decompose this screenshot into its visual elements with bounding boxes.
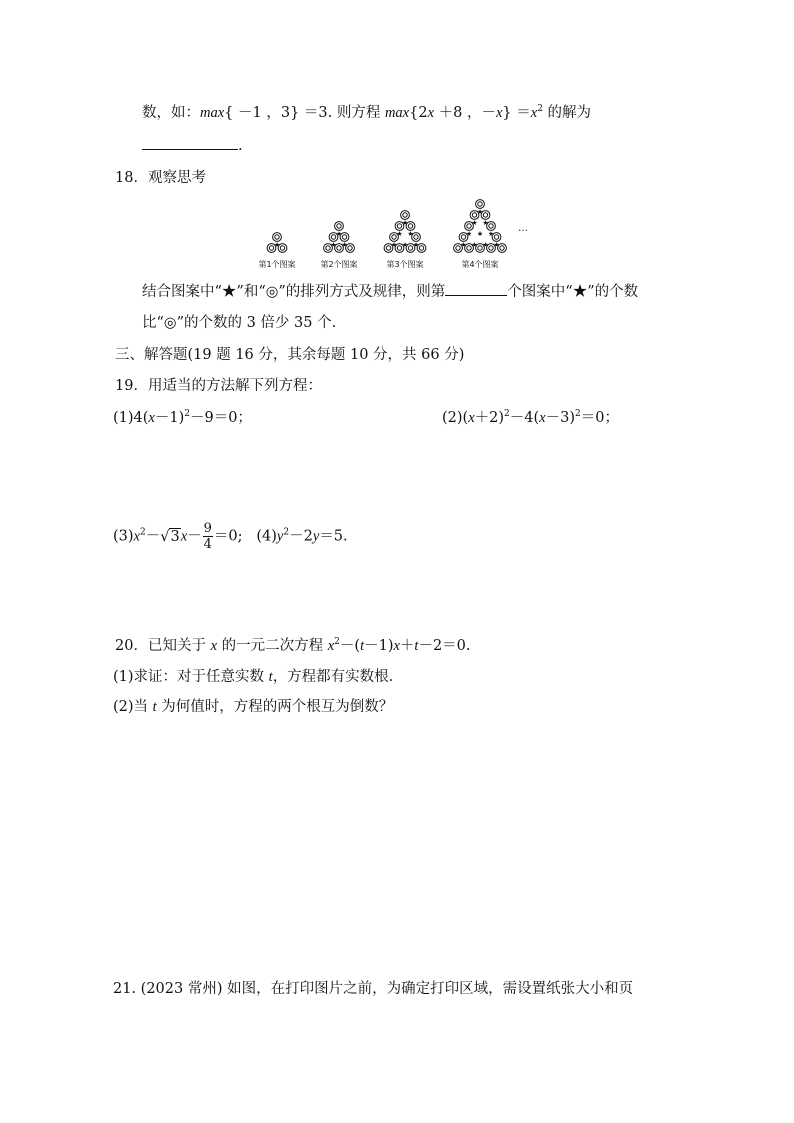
star-mark: ★ bbox=[330, 241, 337, 249]
star-mark: ★ bbox=[341, 241, 348, 249]
q17-text: 数，如： bbox=[142, 105, 200, 121]
star-mark: ★ bbox=[471, 241, 478, 249]
q18-line1 bbox=[142, 280, 638, 301]
eq-text: －1) bbox=[154, 410, 185, 426]
star-mark: ★ bbox=[401, 241, 409, 249]
ring-mark-inner bbox=[403, 213, 407, 217]
ring-mark-inner bbox=[489, 224, 493, 228]
var-x: x bbox=[327, 638, 335, 654]
q18-text: 结合图案中“★”和“◎”的排列方式及规律，则第 bbox=[142, 284, 446, 300]
q17-text: {2 bbox=[409, 105, 428, 121]
eq-text: (4) bbox=[256, 528, 277, 545]
eq-text: － bbox=[145, 528, 161, 545]
q17-text: } ＝ bbox=[502, 105, 531, 121]
var-x: x bbox=[530, 105, 538, 121]
q17-line bbox=[142, 101, 591, 122]
q21-stem: 21. (2023 常州) 如图，在打印图片之前，为确定打印区域，需设置纸张大小和页 bbox=[113, 981, 634, 997]
q20-text: ，方程都有实数根. bbox=[272, 669, 394, 685]
q19-part1 bbox=[113, 406, 252, 427]
period: . bbox=[238, 138, 243, 154]
star-mark: ★ bbox=[487, 230, 495, 238]
star-mark: ★ bbox=[482, 241, 489, 249]
star-mark: ★ bbox=[273, 241, 281, 249]
var-x: x bbox=[495, 105, 503, 121]
star-mark: ★ bbox=[396, 230, 403, 238]
ring-mark-inner bbox=[419, 246, 423, 250]
pattern-figure bbox=[255, 187, 535, 272]
denominator: 4 bbox=[203, 537, 212, 552]
var-y: y bbox=[312, 528, 320, 545]
section-title: 三、解答题(19 题 16 分，其余每题 10 分，共 66 分) bbox=[115, 347, 465, 363]
var-x: x bbox=[133, 528, 140, 545]
ring-mark-inner bbox=[348, 246, 352, 250]
ellipsis: … bbox=[518, 223, 528, 234]
q18-line2: 比“◎”的个数的 3 倍少 35 个. bbox=[142, 315, 337, 331]
var-t: t bbox=[414, 638, 419, 654]
exponent: 2 bbox=[184, 409, 190, 420]
exponent: 2 bbox=[334, 637, 340, 648]
ring-mark-inner bbox=[280, 246, 284, 250]
eq-text: － bbox=[187, 528, 202, 545]
exponent: 2 bbox=[504, 409, 510, 420]
eq-text: (1)4( bbox=[113, 410, 149, 426]
star-mark: ★ bbox=[471, 219, 478, 227]
var-x: x bbox=[210, 638, 217, 654]
star-mark: ★ bbox=[335, 230, 343, 238]
ring-mark-inner bbox=[342, 235, 346, 239]
ring-mark-inner bbox=[483, 213, 487, 217]
var-x: x bbox=[427, 105, 435, 121]
q17-text: 的解为 bbox=[542, 105, 592, 121]
q17-text: { －1 ，3} ＝3. 则方程 bbox=[224, 105, 385, 121]
ring-mark-inner bbox=[275, 235, 279, 239]
q20-text: (1)求证：对于任意实数 bbox=[113, 669, 269, 685]
star-mark: ★ bbox=[412, 241, 420, 249]
answer-blank[interactable] bbox=[445, 281, 507, 296]
star-mark: ★ bbox=[482, 219, 489, 227]
star-mark: ★ bbox=[401, 219, 409, 227]
q19-title: 19．用适当的方法解下列方程： bbox=[115, 378, 322, 394]
eq-text: ＋2) bbox=[474, 410, 505, 426]
var-x: x bbox=[539, 410, 546, 426]
q20-text: －( bbox=[339, 638, 361, 654]
eq-text: －3) bbox=[545, 410, 575, 426]
var-x: x bbox=[180, 528, 188, 545]
exponent: 2 bbox=[574, 409, 581, 420]
eq-text: ＝0; bbox=[213, 528, 243, 545]
q20-text: －2＝0. bbox=[418, 638, 471, 654]
figure-caption: 第2个图案 bbox=[320, 260, 358, 269]
q20-text: －1) bbox=[364, 638, 394, 654]
var-y: y bbox=[276, 528, 284, 545]
figure-caption: 第4个图案 bbox=[461, 260, 499, 269]
var-x: x bbox=[148, 410, 155, 426]
exponent: 2 bbox=[537, 104, 543, 115]
q19-part2 bbox=[442, 406, 619, 427]
sqrt: √3 bbox=[160, 528, 180, 545]
q17-text: ＋8 ，－ bbox=[434, 105, 496, 121]
q17-answer-line bbox=[142, 135, 243, 154]
exponent: 2 bbox=[283, 527, 290, 538]
radicand: 3 bbox=[170, 528, 180, 545]
max-func: max bbox=[200, 105, 225, 121]
star-mark: ★ bbox=[465, 230, 473, 238]
q20-part2 bbox=[113, 695, 393, 716]
ring-mark-inner bbox=[500, 246, 504, 250]
star-mark: ★ bbox=[390, 241, 398, 249]
var-t: t bbox=[152, 699, 157, 715]
q19-part3-4 bbox=[113, 522, 348, 551]
var-t: t bbox=[360, 638, 365, 654]
q20-text: 的一元二次方程 bbox=[217, 638, 328, 654]
numerator: 9 bbox=[203, 521, 212, 536]
eq-text: －4( bbox=[509, 410, 540, 426]
ring-mark-inner bbox=[408, 224, 412, 228]
ring-mark-inner bbox=[414, 235, 418, 239]
star-mark: ★ bbox=[407, 230, 414, 238]
exponent: 2 bbox=[139, 527, 146, 538]
q20-part1 bbox=[113, 665, 393, 686]
star-mark: ★ bbox=[460, 241, 467, 249]
q18-text: 个图案中“★”的个数 bbox=[507, 284, 639, 300]
answer-blank[interactable] bbox=[142, 135, 238, 150]
q20-text: 20．已知关于 bbox=[115, 638, 211, 654]
q20-text: ＋ bbox=[399, 638, 415, 654]
q20-text: 为何值时，方程的两个根互为倒数？ bbox=[156, 699, 394, 715]
max-func: max bbox=[384, 105, 410, 121]
q18-title: 18．观察思考 bbox=[115, 170, 206, 186]
figure-caption: 第1个图案 bbox=[258, 260, 296, 269]
fraction bbox=[203, 522, 213, 551]
q20-text: (2)当 bbox=[113, 699, 153, 715]
eq-text: ＝5. bbox=[319, 528, 348, 545]
ring-mark-inner bbox=[494, 235, 498, 239]
eq-text: ＝0； bbox=[580, 410, 619, 426]
star-mark: ★ bbox=[476, 230, 484, 238]
ring-mark-inner bbox=[478, 202, 482, 206]
eq-text: －2 bbox=[289, 528, 313, 545]
star-mark: ★ bbox=[493, 241, 500, 249]
eq-text: (3) bbox=[113, 528, 134, 545]
ring-mark-inner bbox=[337, 224, 341, 228]
var-x: x bbox=[468, 410, 475, 426]
eq-text: (2)( bbox=[442, 410, 469, 426]
q20-stem bbox=[115, 634, 471, 655]
figure-caption: 第3个图案 bbox=[386, 260, 424, 269]
var-t: t bbox=[268, 669, 273, 685]
eq-text: －9＝0； bbox=[189, 410, 252, 426]
var-x: x bbox=[393, 638, 400, 654]
star-mark: ★ bbox=[476, 208, 484, 216]
